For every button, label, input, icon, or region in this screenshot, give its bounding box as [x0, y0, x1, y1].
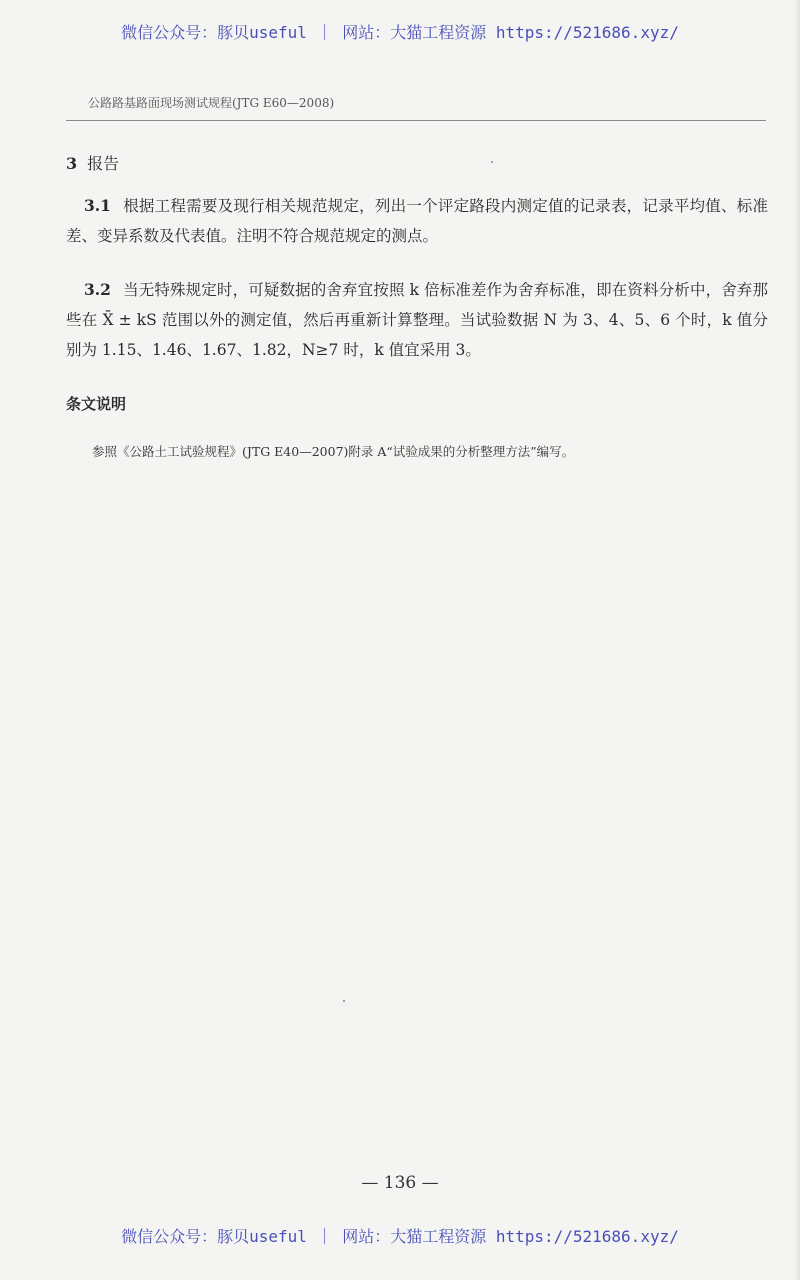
scan-speck — [343, 1000, 345, 1002]
clause-3-2 — [66, 275, 768, 365]
section-number: 3 — [66, 154, 78, 173]
section-heading — [66, 151, 119, 174]
scan-speck — [491, 161, 493, 163]
section-title: 报告 — [87, 154, 120, 173]
clause-text: 当无特殊规定时，可疑数据的舍弃宜按照 k 倍标准差作为舍弃标准，即在资料分析中，舍弃那些在 X̄ ± kS 范围以外的测定值，然后再重新计算整理。当试验数据 N 为 3、4、5、6 个时，k 值分别为 1.15、1.46、1.67、1.82，N≥7 时，k 值宜采用 3。 — [66, 281, 768, 359]
notes-text: 参照《公路土工试验规程》(JTG E40—2007)附录 A“试验成果的分析整理方法”编写。 — [92, 444, 575, 459]
running-header: 公路路基路面现场测试规程(JTG E60—2008) — [88, 96, 335, 110]
page-number: — 136 — — [361, 1173, 439, 1193]
notes-heading: 条文说明 — [66, 395, 127, 413]
watermark-top: 微信公众号：豚贝useful ｜ 网站：大猫工程资源 https://521686.xyz/ — [121, 23, 679, 42]
header-rule — [66, 120, 766, 121]
clause-number: 3.2 — [84, 280, 111, 299]
watermark-bottom: 微信公众号：豚贝useful ｜ 网站：大猫工程资源 https://521686.xyz/ — [121, 1227, 679, 1246]
page-edge-shadow — [794, 0, 800, 1280]
clause-3-1 — [66, 191, 768, 251]
clause-text: 根据工程需要及现行相关规范规定，列出一个评定路段内测定值的记录表，记录平均值、标准差、变异系数及代表值。注明不符合规范规定的测点。 — [66, 197, 768, 245]
clause-number: 3.1 — [84, 196, 111, 215]
